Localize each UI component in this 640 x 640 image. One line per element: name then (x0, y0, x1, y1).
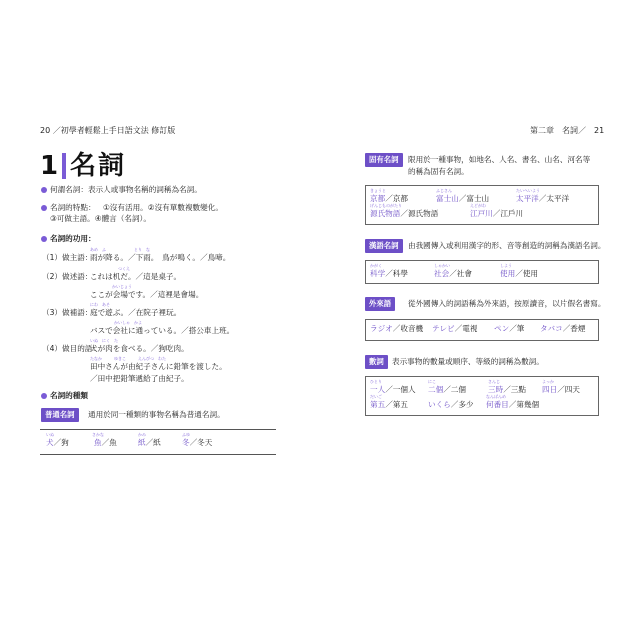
example-ruby: かがく (370, 263, 382, 268)
example-zh: ／使用 (515, 269, 538, 278)
usage-label: （1）做主語： (42, 253, 93, 262)
example-jp: 源氏物語 (370, 209, 401, 218)
example-ruby: しゃかい (434, 263, 450, 268)
example-zh: ／狗 (53, 438, 69, 447)
left-page-header: 20 ／初學者輕鬆上手日語文法 修訂版 (40, 126, 176, 135)
example-zh: ／江戶川 (492, 209, 524, 218)
right-page-header: 第二章 名詞／ 21 (530, 126, 605, 135)
example-item (516, 194, 569, 204)
usage-example: 雨が降る。／下雨。 鳥が鳴く。／鳥啼。 (90, 253, 231, 262)
example-jp: 何番目 (486, 400, 509, 409)
example-jp: 京都 (370, 194, 386, 203)
example-zh: ／筆 (509, 324, 525, 333)
example-jp: 太平洋 (516, 194, 539, 203)
example-ruby: かみ (138, 432, 146, 437)
example-zh: ／科學 (385, 269, 408, 278)
example-ruby: さんじ (488, 379, 500, 384)
usage-ruby: いぬ にく た (90, 338, 118, 343)
page-title: 名詞 (70, 151, 127, 181)
example-item (370, 209, 438, 219)
example-item (138, 438, 161, 448)
example-item (182, 438, 212, 448)
example-jp: 犬 (46, 438, 54, 447)
example-jp: ラジオ (370, 324, 393, 333)
usage-example: ／田中把鉛筆遞給了由紀子。 (90, 374, 189, 383)
example-ruby: だいご (370, 394, 382, 399)
example-zh: ／冬天 (189, 438, 213, 447)
example-zh: ／香煙 (562, 324, 586, 333)
usage-example: 田中さんが由紀子さんに鉛筆を渡した。 (90, 362, 227, 371)
example-zh: ／源氏物語 (400, 209, 439, 218)
example-ruby: たいへいよう (516, 188, 540, 193)
example-ruby: なんばんめ (486, 394, 506, 399)
proper-noun-tag: 固有名詞 (365, 153, 403, 167)
features-line-1: ①沒有活用。②沒有單數複數變化。 (103, 203, 223, 212)
title-accent-bar (62, 153, 66, 179)
example-item (432, 324, 477, 334)
numeral-examples-box (365, 376, 599, 416)
usage-ruby: かいしゃ かよ (114, 320, 142, 325)
example-ruby: ふじさん (436, 188, 452, 193)
example-jp: 江戸川 (470, 209, 493, 218)
example-jp: 四日 (542, 385, 558, 394)
bullet-dot (41, 205, 47, 211)
example-zh: ／收音機 (392, 324, 424, 333)
proper-noun-desc: 限用於一種事物，如地名、人名、書名、山名、河名等 (408, 155, 591, 164)
example-zh: ／第幾個 (508, 400, 540, 409)
usage-example: バスで会社に通っている。／搭公車上班。 (90, 326, 235, 335)
usage-example: これは机だ。／這是桌子。 (90, 272, 182, 281)
definition-text: 何謂名詞：表示人或事物名稱的詞稱為名詞。 (50, 185, 202, 194)
example-jp: 魚 (94, 438, 102, 447)
example-jp: 二個 (428, 385, 444, 394)
example-zh: ／京都 (385, 194, 408, 203)
example-zh: ／太平洋 (538, 194, 570, 203)
common-noun-desc: 通用於同一種類的事物名稱為普通名詞。 (88, 410, 225, 419)
example-item (428, 400, 474, 410)
usage-label: （3）做補語： (42, 308, 93, 317)
usage-label: （4）做目的語： (42, 344, 100, 353)
example-item (94, 438, 117, 448)
example-zh: ／第五 (385, 400, 408, 409)
types-heading: 名詞的種類 (50, 391, 88, 400)
example-ruby: きょうと (370, 188, 386, 193)
example-item (486, 400, 539, 410)
example-zh: ／四天 (557, 385, 580, 394)
usage-ruby: にわ あそ (90, 302, 110, 307)
example-zh: ／電視 (454, 324, 478, 333)
example-jp: 一人 (370, 385, 386, 394)
proper-noun-desc-2: 的稱為固有名詞。 (408, 167, 469, 176)
example-ruby: さかな (92, 432, 104, 437)
usage-ruby: たなか ゆきこ えんぴつ わた (90, 356, 166, 361)
example-ruby: ひとり (370, 379, 382, 384)
example-jp: ペン (494, 324, 510, 333)
usage-ruby: あめ ふ とり な (90, 247, 150, 252)
example-ruby: ふゆ (182, 432, 190, 437)
kanji-noun-desc: 由我國傳入或利用漢字的形、音等創造的詞稱為漢語名詞。 (408, 241, 606, 250)
bullet-dot (41, 236, 47, 242)
example-item (470, 209, 523, 219)
example-ruby: しよう (500, 263, 512, 268)
example-zh: ／三點 (503, 385, 526, 394)
usage-ruby: つくえ (118, 266, 130, 271)
usage-example: 庭で遊ぶ。／在院子裡玩。 (90, 308, 182, 317)
example-zh: ／一個人 (385, 385, 416, 394)
usage-label: （2）做述語： (42, 272, 93, 281)
bullet-dot (41, 187, 47, 193)
example-item (370, 400, 408, 410)
example-jp: 科学 (370, 269, 386, 278)
example-jp: タバコ (540, 324, 563, 333)
example-ruby: げんじものがたり (370, 203, 402, 208)
example-zh: ／二個 (443, 385, 466, 394)
example-item (370, 269, 408, 279)
example-jp: 社会 (434, 269, 450, 278)
example-ruby: よっか (542, 379, 554, 384)
usage-ruby: かいじょう (112, 284, 132, 289)
common-noun-tag: 普通名詞 (41, 408, 79, 422)
example-zh: ／魚 (101, 438, 117, 447)
numeral-tag: 數詞 (365, 355, 388, 369)
features-line-2: ③可做主語。④體言（名詞）。 (50, 214, 151, 223)
example-jp: 紙 (138, 438, 146, 447)
kanji-noun-tag: 漢語名詞 (365, 239, 403, 253)
section-number: 1 (40, 151, 59, 181)
example-item (542, 385, 580, 395)
example-item (434, 269, 472, 279)
bullet-dot (41, 393, 47, 399)
example-jp: いくら (428, 400, 451, 409)
foreign-word-tag: 外來語 (365, 297, 395, 311)
example-item (46, 438, 69, 448)
example-jp: 冬 (182, 438, 190, 447)
example-item (540, 324, 586, 334)
numeral-desc: 表示事物的數量或順序、等級的詞稱為數詞。 (392, 357, 544, 366)
example-ruby: いぬ (46, 432, 54, 437)
example-jp: 使用 (500, 269, 516, 278)
example-item (370, 324, 423, 334)
example-jp: 三時 (488, 385, 504, 394)
usage-example: ここが会場です。／這裡是會場。 (90, 290, 204, 299)
foreign-word-desc: 從外國傳入的詞語稱為外來語，按原讀音，以片假名書寫。 (408, 299, 606, 308)
example-zh: ／社會 (449, 269, 472, 278)
example-jp: 第五 (370, 400, 386, 409)
example-item (500, 269, 538, 279)
example-zh: ／紙 (145, 438, 161, 447)
features-label: 名詞的特點： (50, 203, 96, 212)
example-zh: ／富士山 (458, 194, 490, 203)
usage-heading: 名詞的功用： (50, 234, 96, 243)
usage-example: 犬が肉を食べる。／狗吃肉。 (90, 344, 189, 353)
example-jp: 富士山 (436, 194, 459, 203)
example-item (428, 385, 466, 395)
example-zh: ／多少 (450, 400, 474, 409)
example-item (494, 324, 524, 334)
example-ruby: にこ (428, 379, 436, 384)
example-jp: テレビ (432, 324, 455, 333)
example-ruby: えどがわ (470, 203, 486, 208)
